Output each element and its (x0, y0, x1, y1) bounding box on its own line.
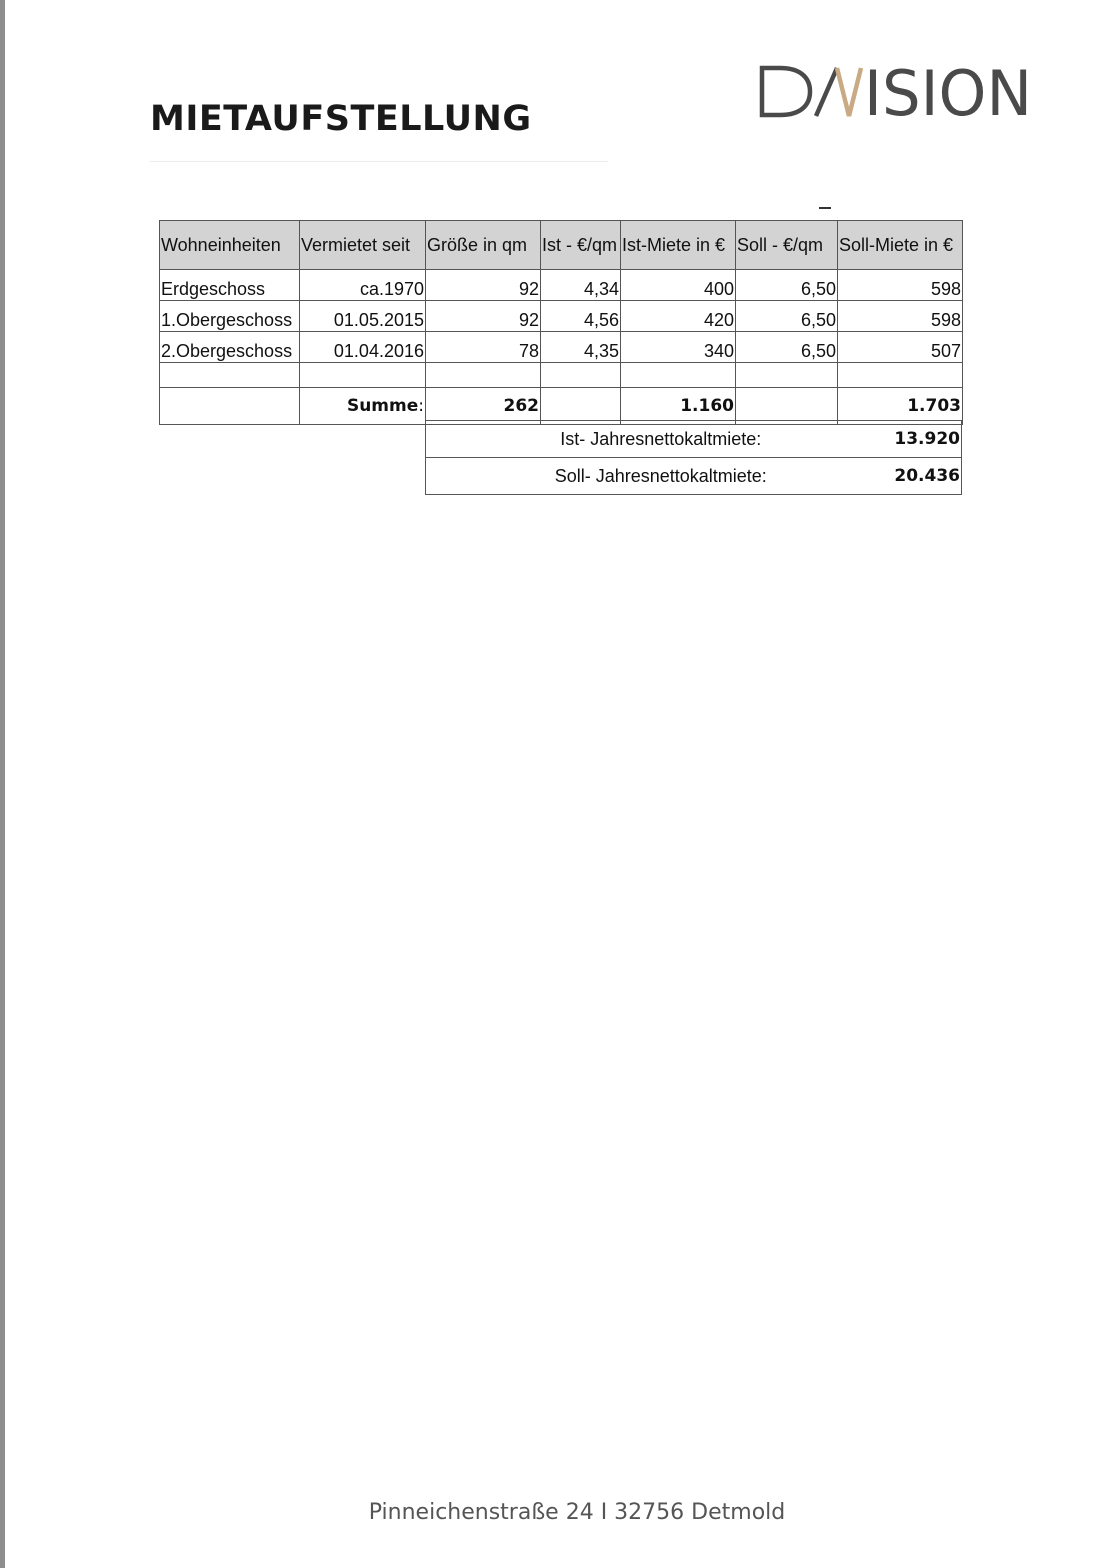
header-ist-miete: Ist-Miete in € (621, 221, 736, 270)
annual-soll-label: Soll- Jahresnettokaltmiete: (426, 458, 837, 495)
cell-size: 78 (426, 332, 541, 363)
logo-text-ision: ISION (864, 60, 1032, 122)
cell-ist-qm: 4,35 (541, 332, 621, 363)
table-row (160, 270, 963, 301)
davision-logo (758, 60, 1034, 122)
empty-cell (160, 388, 300, 425)
cell-soll-qm: 6,50 (736, 332, 838, 363)
cell-unit: Erdgeschoss (160, 270, 300, 301)
table-row (160, 332, 963, 363)
cell-ist-qm: 4,34 (541, 270, 621, 301)
sum-label-colon: : (418, 396, 424, 416)
empty-cell (838, 363, 963, 388)
cell-since: 01.04.2016 (300, 332, 426, 363)
cell-unit: 1.Obergeschoss (160, 301, 300, 332)
sum-ist-miete: 1.160 (621, 388, 736, 425)
cell-soll-qm: 6,50 (736, 301, 838, 332)
cell-ist-miete: 420 (621, 301, 736, 332)
rent-table (159, 220, 963, 425)
header-groesse: Größe in qm (426, 221, 541, 270)
cell-soll-miete: 598 (838, 301, 963, 332)
page-title: MIETAUFSTELLUNG (150, 99, 532, 139)
cell-since: ca.1970 (300, 270, 426, 301)
empty-cell (541, 388, 621, 425)
title-divider (150, 161, 608, 162)
table-row (160, 301, 963, 332)
empty-cell (736, 363, 838, 388)
cell-soll-miete: 598 (838, 270, 963, 301)
cell-ist-qm: 4,56 (541, 301, 621, 332)
cell-ist-miete: 340 (621, 332, 736, 363)
sum-soll-miete: 1.703 (838, 388, 963, 425)
empty-cell (736, 388, 838, 425)
cell-since: 01.05.2015 (300, 301, 426, 332)
empty-cell (160, 363, 300, 388)
header-soll-qm: Soll - €/qm (736, 221, 838, 270)
page-left-edge (0, 0, 5, 1568)
empty-cell (621, 363, 736, 388)
logo-letter-v (837, 68, 861, 116)
sum-label-text: Summe (346, 396, 419, 416)
header-soll-miete: Soll-Miete in € (838, 221, 963, 270)
annual-rent-table (425, 420, 962, 495)
empty-cell (541, 363, 621, 388)
cell-size: 92 (426, 301, 541, 332)
annual-ist-row (426, 421, 962, 458)
dash-mark (819, 207, 831, 209)
header-wohneinheiten: Wohneinheiten (160, 221, 300, 270)
cell-unit: 2.Obergeschoss (160, 332, 300, 363)
cell-ist-miete: 400 (621, 270, 736, 301)
table-empty-row (160, 363, 963, 388)
table-sum-row (160, 388, 963, 425)
annual-soll-value: 20.436 (837, 458, 962, 495)
sum-groesse: 262 (426, 388, 541, 425)
cell-soll-qm: 6,50 (736, 270, 838, 301)
table-header-row (160, 221, 963, 270)
header-ist-qm: Ist - €/qm (541, 221, 621, 270)
empty-cell (300, 363, 426, 388)
annual-soll-row (426, 458, 962, 495)
logo-letter-a (816, 68, 837, 116)
header-vermietet-seit: Vermietet seit (300, 221, 426, 270)
footer-address: Pinneichenstraße 24 I 32756 Detmold (368, 1500, 786, 1525)
annual-ist-label: Ist- Jahresnettokaltmiete: (426, 421, 837, 458)
cell-soll-miete: 507 (838, 332, 963, 363)
empty-cell (426, 363, 541, 388)
sum-label (300, 388, 426, 425)
logo-letter-d (762, 68, 810, 115)
annual-ist-value: 13.920 (837, 421, 962, 458)
cell-size: 92 (426, 270, 541, 301)
